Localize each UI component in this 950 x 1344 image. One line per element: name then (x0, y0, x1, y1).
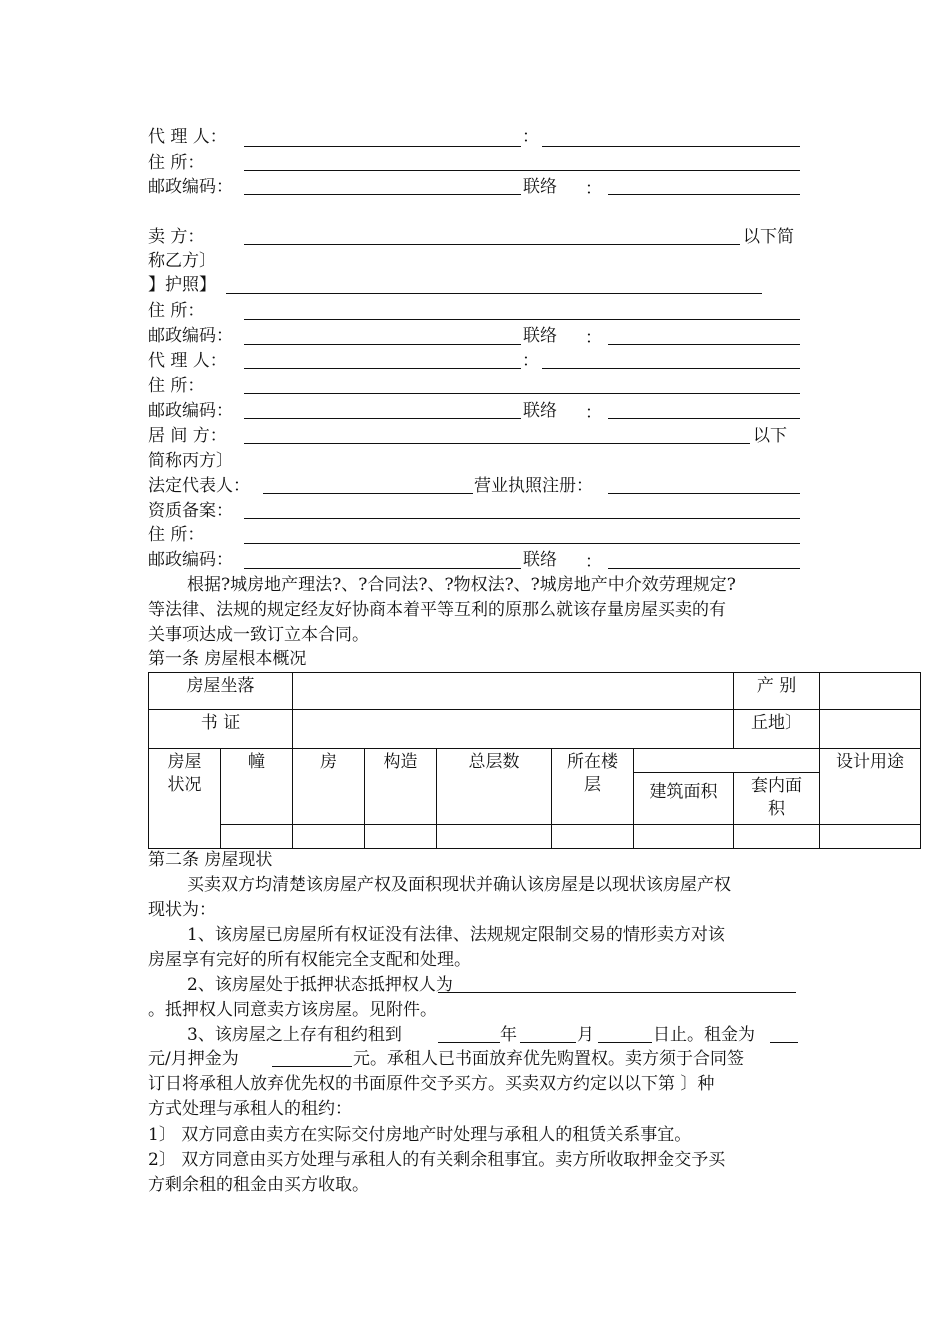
seller-address-field[interactable] (244, 319, 800, 320)
category-label-cell (734, 673, 820, 710)
seller-label: 卖 方： (148, 227, 205, 247)
structure-label: 构造 (383, 752, 418, 772)
item-1-line-2: 房屋享有完好的所有权能完全支配和处理。 (148, 950, 471, 970)
option-2-line-2: 方剩余租的租金由买方收取。 (148, 1175, 369, 1195)
item-3-lease-text: 3、该房屋之上存有租约租到 (187, 1025, 402, 1045)
agent-address-field[interactable] (244, 170, 800, 171)
inner-area-label-2: 积 (768, 799, 786, 819)
broker-contact-colon: ： (585, 552, 602, 572)
lease-day-field[interactable] (598, 1042, 652, 1043)
option-2-line-1: 2〕 双方同意由买方处理与承租人的有关剩余租事宜。卖方所收取押金交予买 (148, 1150, 726, 1170)
certificate-label: 书 证 (200, 713, 241, 733)
option-1: 1〕 双方同意由卖方在实际交付房地产时处理与承租人的租赁关系事宜。 (148, 1125, 692, 1145)
certificate-value-cell[interactable] (293, 710, 734, 749)
article-2-intro-1: 买卖双方均清楚该房屋产权及面积现状并确认该房屋是以现状该房屋产权 (187, 875, 731, 895)
seller-suffix: 以下简 (743, 227, 794, 247)
seller-passport-label: 】护照】 (148, 275, 216, 295)
item-3-line-2: 元。承租人已书面放弃优先购置权。卖方须于合同签 (353, 1049, 744, 1069)
lease-month-label: 月 (577, 1025, 594, 1045)
room-header (293, 749, 365, 825)
status-label-2: 状况 (167, 775, 202, 795)
lease-year-field[interactable] (438, 1042, 500, 1043)
preamble-line-1: 根据?城房地产理法?、?合同法?、?物权法?、?城房地产中介效劳理规定? (187, 575, 736, 595)
broker-suffix-cont: 简称丙方〕 (148, 451, 233, 471)
room-value-cell[interactable] (293, 825, 365, 849)
agent-contact-field[interactable] (608, 194, 800, 195)
broker-license-label: 营业执照注册： (474, 476, 593, 496)
seller-postal-field[interactable] (244, 344, 521, 345)
item-3-line-4: 方式处理与承租人的租约： (148, 1099, 352, 1119)
certificate-label-cell (149, 710, 293, 749)
article-1-title: 第一条 房屋根本概况 (148, 649, 307, 669)
seller-name-field[interactable] (244, 244, 740, 245)
category-label: 产 别 (756, 676, 797, 696)
seller-postal-label: 邮政编码： (148, 326, 233, 346)
preamble-line-2: 等法律、法规的规定经友好协商本着平等互利的原那么就该存量房屋买卖的有 (148, 600, 726, 620)
seller-agent-postal-field[interactable] (244, 418, 521, 419)
usage-label: 设计用途 (836, 752, 905, 772)
building-value-cell[interactable] (221, 825, 293, 849)
seller-agent-contact-label: 联络 (523, 401, 557, 421)
seller-agent-name-field[interactable] (244, 368, 521, 369)
total-floors-header (437, 749, 552, 825)
lease-month-field[interactable] (520, 1042, 576, 1043)
agent-contact-label: 联络 (523, 177, 557, 197)
area-label: 建筑面积 (649, 782, 718, 802)
inner-area-header (734, 773, 820, 825)
land-label-cell (734, 710, 820, 749)
agent-address-label: 住 所： (148, 153, 205, 173)
broker-label: 居 间 方： (148, 426, 227, 446)
location-label: 房屋坐落 (186, 676, 255, 696)
seller-agent-contact-field[interactable] (608, 418, 800, 419)
agent-contact-colon: ： (585, 179, 602, 199)
item-1-line-1: 1、该房屋已房屋所有权证没有法律、法规规定限制交易的情形卖方对该 (187, 925, 725, 945)
preamble-line-3: 关事项达成一致订立本合同。 (148, 625, 369, 645)
seller-agent-address-field[interactable] (244, 393, 800, 394)
agent-colon: ： (522, 127, 539, 147)
seller-agent-id-field[interactable] (542, 368, 800, 369)
seller-address-label: 住 所： (148, 301, 205, 321)
location-value-cell[interactable] (293, 673, 734, 710)
structure-header (365, 749, 437, 825)
inner-area-value-cell[interactable] (734, 825, 820, 849)
seller-agent-label: 代 理 人： (148, 351, 227, 371)
broker-license-field[interactable] (608, 493, 800, 494)
status-label-cell (149, 749, 221, 849)
broker-contact-label: 联络 (523, 550, 557, 570)
broker-legal-rep-label: 法定代表人： (148, 476, 250, 496)
seller-agent-contact-colon: ： (585, 403, 602, 423)
broker-name-field[interactable] (244, 443, 750, 444)
item-2-line-2: 。抵押权人同意卖方该房屋。见附件。 (148, 1000, 437, 1020)
seller-contact-label: 联络 (523, 326, 557, 346)
broker-legal-rep-field[interactable] (263, 493, 473, 494)
floor-label-1: 所在楼 (567, 752, 618, 772)
seller-agent-address-label: 住 所： (148, 376, 205, 396)
broker-qualification-field[interactable] (244, 518, 800, 519)
seller-suffix-cont: 称乙方〕 (148, 251, 216, 271)
article-2-title: 第二条 房屋现状 (148, 850, 273, 870)
seller-contact-colon: ： (585, 328, 602, 348)
deposit-label: 元/月押金为 (148, 1049, 239, 1069)
agent-id-field[interactable] (542, 146, 800, 147)
broker-postal-field[interactable] (244, 568, 521, 569)
status-label-1: 房屋 (167, 752, 202, 772)
seller-contact-field[interactable] (608, 344, 800, 345)
deposit-field[interactable] (272, 1066, 352, 1067)
building-header (221, 749, 293, 825)
total-floors-value-cell[interactable] (437, 825, 552, 849)
land-label: 丘地〕 (751, 713, 803, 733)
seller-agent-colon: ： (522, 351, 539, 371)
seller-passport-field[interactable] (226, 293, 762, 294)
item-2-line-1: 2、该房屋处于抵押状态抵押权人为 (187, 975, 453, 995)
agent-postal-field[interactable] (244, 194, 521, 195)
usage-header (820, 749, 921, 825)
area-header (634, 773, 734, 825)
building-label: 幢 (248, 752, 265, 772)
total-floors-label: 总层数 (468, 752, 520, 772)
category-value-cell[interactable] (820, 673, 921, 710)
floor-value-cell[interactable] (552, 825, 634, 849)
mortgagee-field[interactable] (438, 992, 796, 993)
lease-year-label: 年 (500, 1025, 517, 1045)
broker-qualification-label: 资质备案： (148, 501, 233, 521)
broker-address-field[interactable] (244, 543, 800, 544)
item-3-line-3: 订日将承租人放弃优先权的书面原件交予买方。买卖双方约定以以下第 〕种 (148, 1074, 715, 1094)
agent-label: 代 理 人： (148, 127, 227, 147)
room-label: 房 (320, 752, 337, 772)
rent-field[interactable] (770, 1042, 798, 1043)
agent-postal-label: 邮政编码： (148, 177, 233, 197)
structure-value-cell[interactable] (365, 825, 437, 849)
floor-label-2: 层 (584, 775, 601, 795)
broker-contact-field[interactable] (608, 568, 800, 569)
area-value-cell[interactable] (634, 825, 734, 849)
article-2-intro-2: 现状为： (148, 900, 216, 920)
floor-header (552, 749, 634, 825)
area-group-header (634, 749, 820, 773)
lease-day-label: 日止。租金为 (653, 1025, 755, 1045)
agent-name-field[interactable] (244, 146, 521, 147)
broker-suffix: 以下 (753, 426, 787, 446)
usage-value-cell[interactable] (820, 825, 921, 849)
property-info-table (148, 672, 921, 849)
seller-agent-postal-label: 邮政编码： (148, 401, 233, 421)
land-value-cell[interactable] (820, 710, 921, 749)
broker-postal-label: 邮政编码： (148, 550, 233, 570)
inner-area-label-1: 套内面 (751, 776, 803, 796)
location-label-cell (149, 673, 293, 710)
broker-address-label: 住 所： (148, 525, 205, 545)
